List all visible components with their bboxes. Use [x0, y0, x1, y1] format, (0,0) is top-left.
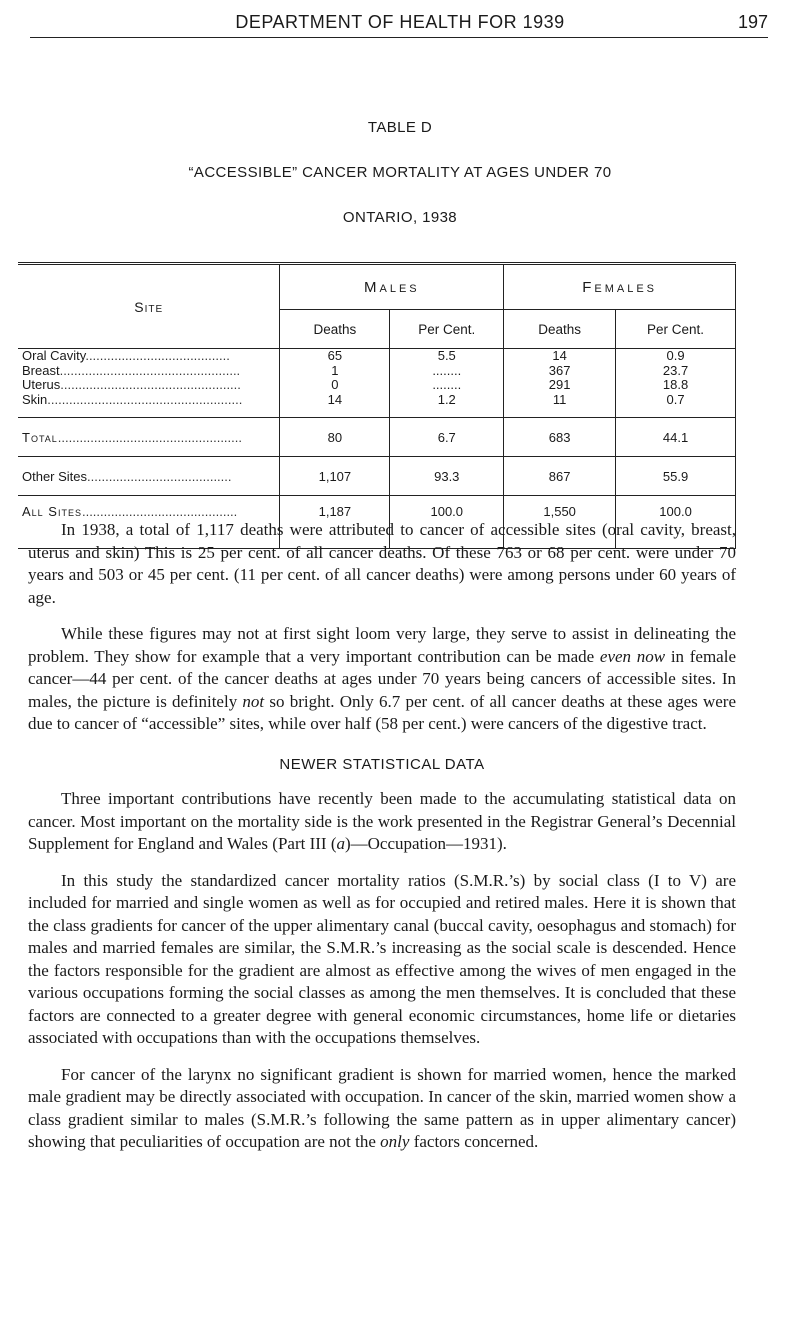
- section-heading: NEWER STATISTICAL DATA: [279, 755, 485, 773]
- total-row: [18, 418, 736, 457]
- leader-dots: ...........................................: [81, 504, 238, 519]
- female-percent-cell: 55.9: [616, 457, 736, 496]
- table-label: TABLE D: [367, 119, 433, 136]
- paragraph: In this study the standardized cancer mortality ratios (S.M.R.’s) by social class (I to V) are included for married and single women as well as for occupied and retired males. Here it is shown that the class gradients for cancer of the upper alimentary canal (buccal cavity, oesophagus and stomach) for males and married females are similar, the S.M.R.’s increasing as the social scale is descended. Hence the factors responsible for the gradient are almost as effective among the wives of men engaged in the various occupations forming the social classes as among the men themselves. It is concluded that these factors are connected to a greater degree with general economic circumstances, home life or dietaries associated with occupations than with the occupations themselves.: [28, 870, 736, 1047]
- female-deaths-cell: 1,550: [504, 496, 616, 549]
- row-site: All Sites: [22, 504, 82, 519]
- males-deaths-header: Deaths: [280, 310, 390, 349]
- paragraph: While these figures may not at first sight loom very large, they serve to assist in delineating the problem. They show for example that a very important contribution can be made even now in female cancer—44 per cent. of the cancer deaths at ages under 70 years being cancers of accessible sites. In males, the picture is definitely not so bright. Only 6.7 per cent. of all cancer deaths at these ages were due to cancer of “accessible” sites, while over half (58 per cent.) were cancers of the digestive tract.: [28, 624, 736, 733]
- male-deaths-cell: 65: [280, 349, 390, 364]
- male-deaths-cell: 80: [280, 418, 390, 457]
- males-group-header: Males: [280, 264, 504, 310]
- table-row: [18, 364, 736, 379]
- males-percent-header: Per Cent.: [390, 310, 504, 349]
- leader-dots: ......................................................: [47, 392, 243, 407]
- male-percent-cell: ........: [390, 364, 504, 379]
- row-site: Skin: [22, 392, 48, 407]
- male-deaths-cell: 14: [280, 393, 390, 418]
- male-deaths-cell: 1,187: [280, 496, 390, 549]
- female-percent-cell: 0.7: [616, 393, 736, 418]
- paragraph: In 1938, a total of 1,117 deaths were attributed to cancer of accessible sites (oral cavity, breast, uterus and skin) This is 25 per cent. of all cancer deaths. Of these 763 or 68 per cent. were under 70 years and 503 or 45 per cent. (11 per cent. of all cancer deaths) were among persons under 60 years of age.: [28, 520, 736, 607]
- female-deaths-cell: 11: [504, 393, 616, 418]
- females-percent-header: Per Cent.: [616, 310, 736, 349]
- leader-dots: ........................................: [87, 468, 232, 484]
- female-percent-cell: 18.8: [616, 378, 736, 393]
- other-sites-row: [18, 457, 736, 496]
- leader-dots: ........................................: [85, 348, 230, 363]
- male-percent-cell: 1.2: [390, 393, 504, 418]
- running-head: [0, 0, 800, 50]
- paragraph: For cancer of the larynx no significant gradient is shown for married women, hence the marked male gradient may be directly associated with occupation. In cancer of the skin, married women show a class gradient similar to males (S.M.R.’s following the same pattern as in upper alimentary cancer) showing that peculiarities of occupation are not the only factors concerned.: [28, 1064, 736, 1151]
- male-percent-cell: 93.3: [390, 457, 504, 496]
- male-deaths-cell: 1,107: [280, 457, 390, 496]
- female-percent-cell: 44.1: [616, 418, 736, 457]
- table-row: [18, 393, 736, 418]
- table-title: “ACCESSIBLE” CANCER MORTALITY AT AGES UNDER 70: [188, 164, 612, 181]
- body-text: [28, 519, 736, 1168]
- male-deaths-cell: 0: [280, 378, 390, 393]
- male-deaths-cell: 1: [280, 364, 390, 379]
- females-deaths-header: Deaths: [504, 310, 616, 349]
- female-deaths-cell: 867: [504, 457, 616, 496]
- page-number: 197: [737, 12, 768, 32]
- female-deaths-cell: 367: [504, 364, 616, 379]
- paragraph: Three important contributions have recently been made to the accumulating statistical data on cancer. Most important on the mortality side is the work presented in the Registrar General’s Decennial Supplement for England and Wales (Part III (a)—Occupation—1931).: [28, 789, 736, 853]
- female-percent-cell: 100.0: [616, 496, 736, 549]
- table-row: [18, 349, 736, 364]
- female-percent-cell: 0.9: [616, 349, 736, 364]
- female-deaths-cell: 14: [504, 349, 616, 364]
- row-site: Breast: [22, 363, 60, 378]
- leader-dots: ...................................................: [57, 429, 242, 445]
- table-row: [18, 378, 736, 393]
- mortality-table: [18, 262, 736, 549]
- female-percent-cell: 23.7: [616, 364, 736, 379]
- female-deaths-cell: 291: [504, 378, 616, 393]
- table-subtitle: ONTARIO, 1938: [342, 209, 458, 226]
- row-site: Other Sites: [22, 468, 88, 484]
- male-percent-cell: 5.5: [390, 349, 504, 364]
- row-site: Total: [22, 429, 58, 445]
- leader-dots: ..................................................: [59, 363, 241, 378]
- running-head-title: DEPARTMENT OF HEALTH FOR 1939: [235, 12, 565, 32]
- females-group-header: Females: [504, 264, 736, 310]
- row-site: Uterus: [22, 378, 61, 392]
- female-deaths-cell: 683: [504, 418, 616, 457]
- row-site: Oral Cavity: [22, 348, 86, 363]
- header-rule: [30, 37, 768, 38]
- leader-dots: ..................................................: [60, 378, 241, 392]
- male-percent-cell: 6.7: [390, 418, 504, 457]
- male-percent-cell: 100.0: [390, 496, 504, 549]
- male-percent-cell: ........: [390, 378, 504, 393]
- site-column-header: Site: [18, 264, 280, 349]
